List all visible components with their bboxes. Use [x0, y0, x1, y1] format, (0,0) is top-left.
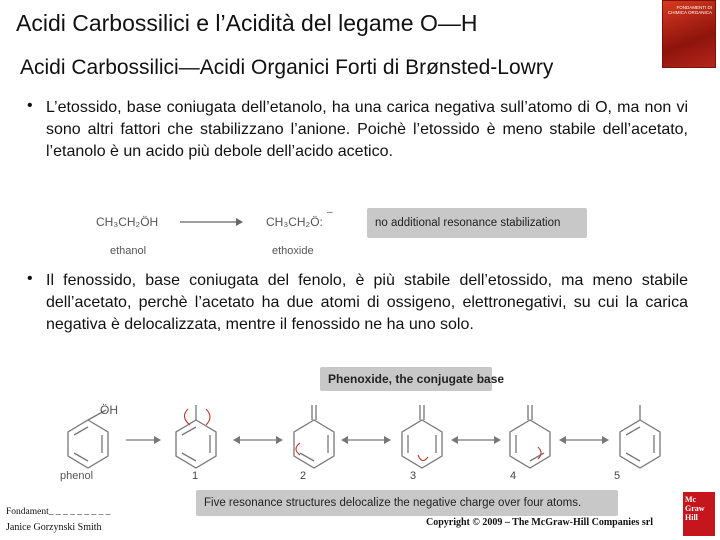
phenol-oh-label: ÖH: [100, 403, 118, 417]
reaction-arrow-icon: [180, 215, 244, 229]
resonance-caption: Five resonance structures delocalize the negative charge over four atoms.: [196, 490, 618, 516]
structure-number-2: 2: [300, 470, 307, 482]
footer-author: Janice Gorzynski Smith: [6, 522, 102, 533]
no-resonance-note: no additional resonance stabilization: [367, 208, 587, 238]
footer-copyright: Copyright © 2009 – The McGraw-Hill Companies srl: [426, 517, 654, 528]
footer-book-title: Fondament_ _ _ _ _ _ _ _ _: [6, 507, 111, 517]
phenoxide-resonance-diagram: [30, 395, 690, 485]
bullet-glyph: •: [27, 97, 33, 114]
structure-number-1: 1: [192, 470, 199, 482]
structure-number-3: 3: [410, 470, 417, 482]
bullet-1-text: L’etossido, base coniugata dell’etanolo, ha una carica negativa sull’atomo di O, ma non vi sono altri fattori che stabilizzano l’anione. Poichè l’etossido è meno stabile dell’acetato, l’etanolo è un acido più debole dell’acido acetico.: [46, 99, 688, 160]
ethoxide-charge: –: [327, 207, 333, 218]
ethoxide-label: ethoxide: [272, 245, 314, 257]
book-cover-text: FONDAMENTI DI CHIMICA ORGANICA: [667, 5, 712, 15]
phenoxide-header: Phenoxide, the conjugate base: [320, 367, 492, 391]
bullet-glyph: •: [27, 270, 33, 287]
page-subtitle: Acidi Carbossilici—Acidi Organici Forti di Brønsted-Lowry: [20, 56, 554, 79]
bullet-2-text: Il fenossido, base coniugata del fenolo, è più stabile dell’etossido, ma meno stabile dell’acetato, perchè l’acetato ha due atomi di ossigeno, elettronegativi, su cui la carica negativa è delocalizzata, mentre il fenossido ne ha uno solo.: [46, 272, 688, 333]
structure-number-5: 5: [614, 470, 621, 482]
book-cover-image: [662, 0, 716, 68]
ethanol-formula: CH₃CH₂ÖH: [96, 215, 159, 229]
ethanol-label: ethanol: [110, 245, 147, 257]
page-title: Acidi Carbossilici e l’Acidità del legame O—H: [16, 10, 478, 36]
phenol-label: phenol: [60, 470, 94, 482]
ethoxide-formula: CH₃CH₂Ö:: [266, 215, 323, 229]
structure-number-4: 4: [510, 470, 517, 482]
publisher-logo: Mc Graw Hill: [683, 492, 715, 536]
